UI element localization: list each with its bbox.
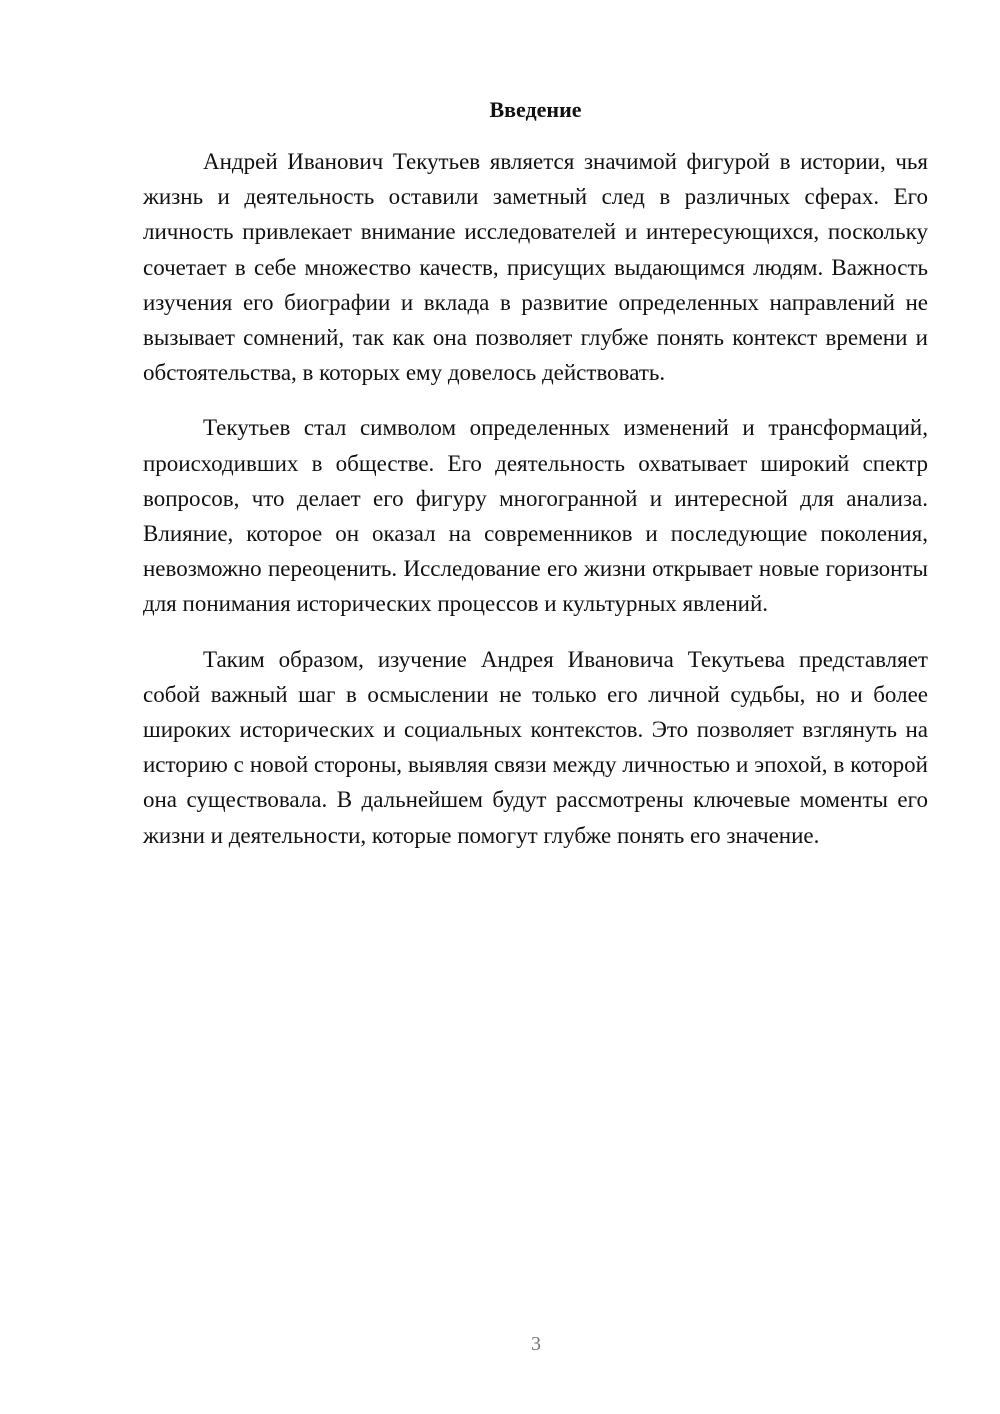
section-title: Введение [489,97,582,122]
paragraph-1: Андрей Иванович Текутьев является значимой фигурой в истории, чья жизнь и деятельность оставили заметный след в различных сферах. Его личность привлекает внимание исследователей и интересующихся, поскольку сочетает в себе множество качеств, присущих выдающимся людям. Важность изучения его биографии и вклада в развитие определенных направлений не вызывает сомнений, так как она позволяет глубже понять контекст времени и обстоятельства, в которых ему довелось действовать. [143,149,928,386]
paragraph-3: Таким образом, изучение Андрея Ивановича Текутьева представляет собой важный шаг в осмыслении не только его личной судьбы, но и более широких исторических и социальных контекстов. Это позволяет взглянуть на историю с новой стороны, выявляя связи между личностью и эпохой, в которой она существовала. В дальнейшем будут рассмотрены ключевые моменты его жизни и деятельности, которые помогут глубже понять его значение. [143,646,928,848]
page-number: 3 [531,1333,541,1355]
body-text [143,144,928,873]
paragraph-2: Текутьев стал символом определенных изменений и трансформаций, происходивших в обществе. Его деятельность охватывает широкий спектр вопросов, что делает его фигуру многогранной и интересной для анализа. Влияние, которое он оказал на современников и последующие поколения, невозможно переоценить. Исследование его жизни открывает новые горизонты для понимания исторических процессов и культурных явлений. [143,415,928,617]
